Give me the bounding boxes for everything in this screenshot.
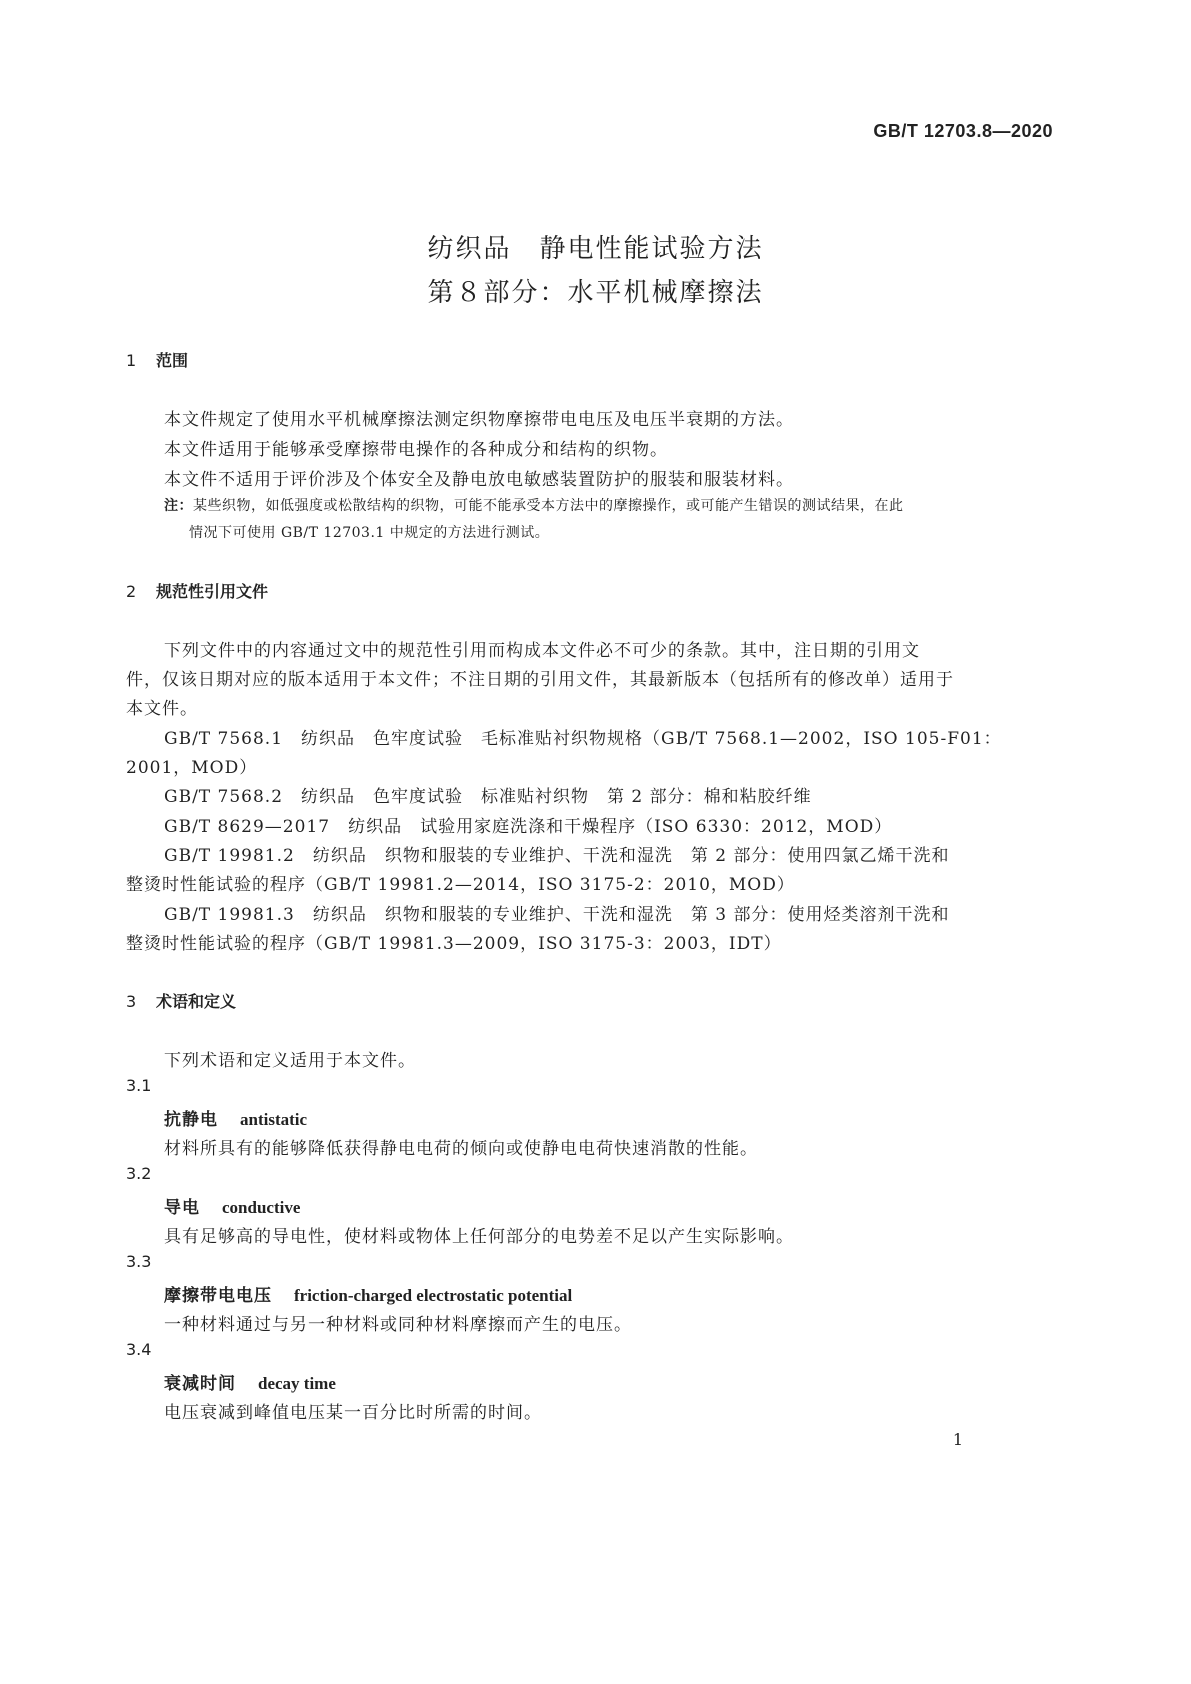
term-definition: 一种材料通过与另一种材料或同种材料摩擦而产生的电压。 [164, 1315, 632, 1335]
clause-number: 3.4 [126, 1340, 152, 1359]
reference-item: GB/T 8629—2017 纺织品 试验用家庭洗涤和干燥程序（ISO 6330：2012，MOD） [164, 817, 893, 837]
paragraph: 下列文件中的内容通过文中的规范性引用而构成本文件必不可少的条款。其中，注日期的引用文 [164, 641, 920, 661]
term-english: friction-charged electrostatic potential [294, 1286, 573, 1305]
term-heading [164, 1281, 572, 1306]
term-english: decay time [258, 1374, 336, 1393]
section-title: 规范性引用文件 [156, 582, 269, 601]
reference-item-continuation: 2001，MOD） [126, 758, 258, 778]
paragraph: 本文件。 [126, 699, 198, 719]
term-definition: 具有足够高的导电性，使材料或物体上任何部分的电势差不足以产生实际影响。 [164, 1227, 794, 1247]
term-chinese: 抗静电 [164, 1110, 218, 1130]
clause-number: 3.2 [126, 1164, 152, 1183]
reference-item: GB/T 19981.3 纺织品 织物和服装的专业维护、干洗和湿洗 第 3 部分：使用烃类溶剂干洗和 [164, 905, 950, 925]
section-3-heading [126, 989, 236, 1012]
term-chinese: 导电 [164, 1198, 200, 1218]
paragraph: 本文件规定了使用水平机械摩擦法测定织物摩擦带电电压及电压半衰期的方法。 [164, 410, 794, 430]
document-subtitle: 第８部分：水平机械摩擦法 [427, 278, 764, 308]
reference-item-continuation: 整烫时性能试验的程序（GB/T 19981.2—2014，ISO 3175-2：2010，MOD） [126, 875, 795, 895]
reference-item: GB/T 19981.2 纺织品 织物和服装的专业维护、干洗和湿洗 第 2 部分：使用四氯乙烯干洗和 [164, 846, 950, 866]
note-continuation: 情况下可使用 GB/T 12703.1 中规定的方法进行测试。 [189, 525, 550, 541]
clause-number: 3.3 [126, 1252, 152, 1271]
clause-number: 3.1 [126, 1076, 152, 1095]
term-heading [164, 1193, 300, 1218]
standard-number: GB/T 12703.8—2020 [873, 121, 1053, 141]
section-1-heading [126, 348, 188, 371]
term-heading [164, 1369, 336, 1394]
reference-item: GB/T 7568.1 纺织品 色牢度试验 毛标准贴衬织物规格（GB/T 7568.1—2002，ISO 105-F01： [164, 729, 1002, 749]
term-heading [164, 1105, 307, 1130]
section-number: 1 [126, 351, 137, 370]
section-number: 3 [126, 992, 137, 1011]
note [164, 495, 904, 515]
term-english: conductive [222, 1198, 301, 1217]
term-definition: 电压衰减到峰值电压某一百分比时所需的时间。 [164, 1403, 542, 1423]
reference-item-continuation: 整烫时性能试验的程序（GB/T 19981.3—2009，ISO 3175-3：2003，IDT） [126, 934, 782, 954]
term-definition: 材料所具有的能够降低获得静电电荷的倾向或使静电电荷快速消散的性能。 [164, 1139, 758, 1159]
note-label: 注： [164, 498, 193, 514]
page-number: 1 [952, 1430, 963, 1449]
section-2-heading [126, 579, 268, 602]
section-title: 范围 [156, 351, 189, 370]
paragraph: 本文件不适用于评价涉及个体安全及静电放电敏感装置防护的服装和服装材料。 [164, 470, 794, 490]
term-english: antistatic [240, 1110, 308, 1129]
term-chinese: 摩擦带电电压 [164, 1286, 272, 1306]
paragraph: 下列术语和定义适用于本文件。 [164, 1051, 416, 1071]
document-title: 纺织品 静电性能试验方法 [427, 234, 764, 264]
paragraph: 件，仅该日期对应的版本适用于本文件；不注日期的引用文件，其最新版本（包括所有的修改单）适用于 [126, 670, 954, 690]
reference-item: GB/T 7568.2 纺织品 色牢度试验 标准贴衬织物 第 2 部分：棉和粘胶纤维 [164, 787, 812, 807]
term-chinese: 衰减时间 [164, 1374, 236, 1394]
section-title: 术语和定义 [156, 992, 237, 1011]
note-text: 某些织物，如低强度或松散结构的织物，可能不能承受本方法中的摩擦操作，或可能产生错误的测试结果，在此 [193, 498, 904, 514]
section-number: 2 [126, 582, 137, 601]
paragraph: 本文件适用于能够承受摩擦带电操作的各种成分和结构的织物。 [164, 440, 668, 460]
